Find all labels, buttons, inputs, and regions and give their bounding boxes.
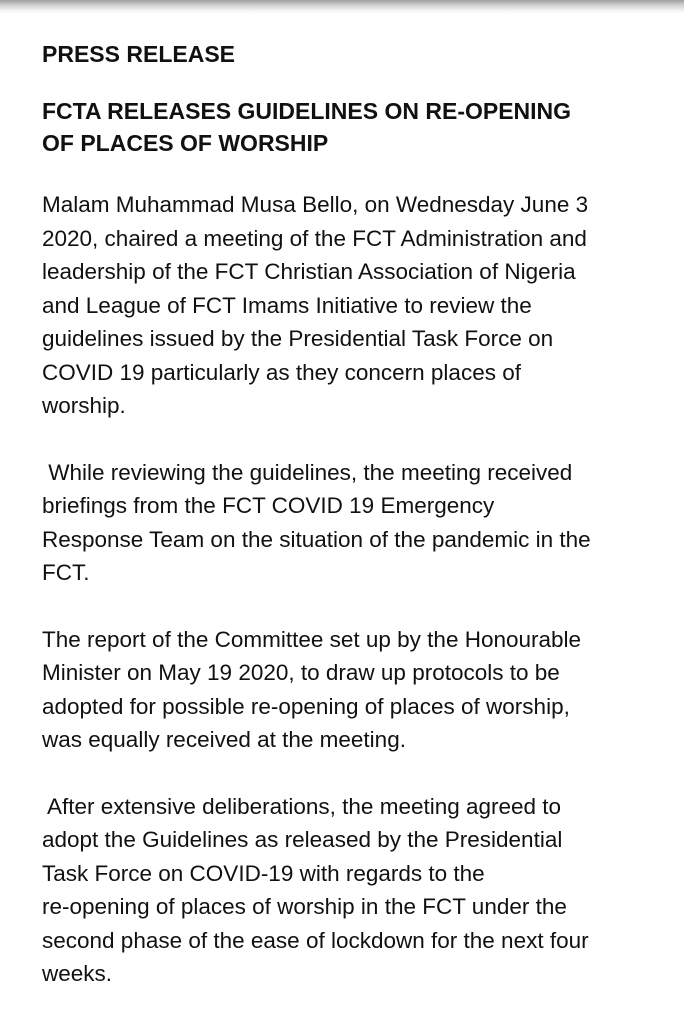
paragraph-line: 2020, chaired a meeting of the FCT Administration and	[42, 225, 587, 251]
paragraph-line: Malam Muhammad Musa Bello, on Wednesday June 3	[42, 192, 589, 217]
paragraph-line: and League of FCT Imams Initiative to review the	[42, 292, 532, 318]
paragraph-line: briefings from the FCT COVID 19 Emergency	[42, 493, 495, 518]
press-release-document	[42, 38, 662, 991]
paragraph-line: The report of the Committee set up by the Honourable	[42, 626, 582, 652]
document-label: PRESS RELEASE	[42, 41, 235, 67]
paragraph-line: guidelines issued by the Presidential Task Force on	[42, 326, 554, 351]
paragraph-line: While reviewing the guidelines, the meeting received	[42, 459, 573, 485]
paragraph-line: weeks.	[42, 961, 113, 986]
paragraph-line: Response Team on the situation of the pandemic in the	[42, 526, 591, 552]
paragraph-line: adopted for possible re-opening of places of worship,	[42, 693, 570, 719]
headline	[42, 95, 662, 159]
headline-line: FCTA RELEASES GUIDELINES ON RE-OPENING	[42, 98, 572, 124]
paragraph-line: FCT.	[42, 560, 90, 585]
headline-line: OF PLACES OF WORSHIP	[42, 130, 329, 156]
paragraph-line: Task Force on COVID-19 with regards to the	[42, 860, 485, 886]
top-edge-shadow	[0, 0, 684, 14]
paragraph-committee-report	[42, 623, 662, 757]
paragraph-line: leadership of the FCT Christian Association of Nigeria	[42, 259, 576, 284]
paragraph-line: After extensive deliberations, the meeting agreed to	[42, 793, 562, 819]
paragraph-line: Minister on May 19 2020, to draw up protocols to be	[42, 660, 560, 685]
paragraph-line: was equally received at the meeting.	[42, 727, 406, 752]
paragraph-meeting	[42, 188, 662, 423]
paragraph-line: second phase of the ease of lockdown for the next four	[42, 927, 589, 953]
paragraph-line: COVID 19 particularly as they concern places of	[42, 359, 521, 385]
paragraph-line: worship.	[42, 393, 126, 418]
paragraph-line: re-opening of places of worship in the FCT under the	[42, 894, 567, 919]
paragraph-agreement	[42, 790, 662, 991]
paragraph-briefings	[42, 456, 662, 590]
paragraph-line: adopt the Guidelines as released by the Presidential	[42, 827, 563, 852]
